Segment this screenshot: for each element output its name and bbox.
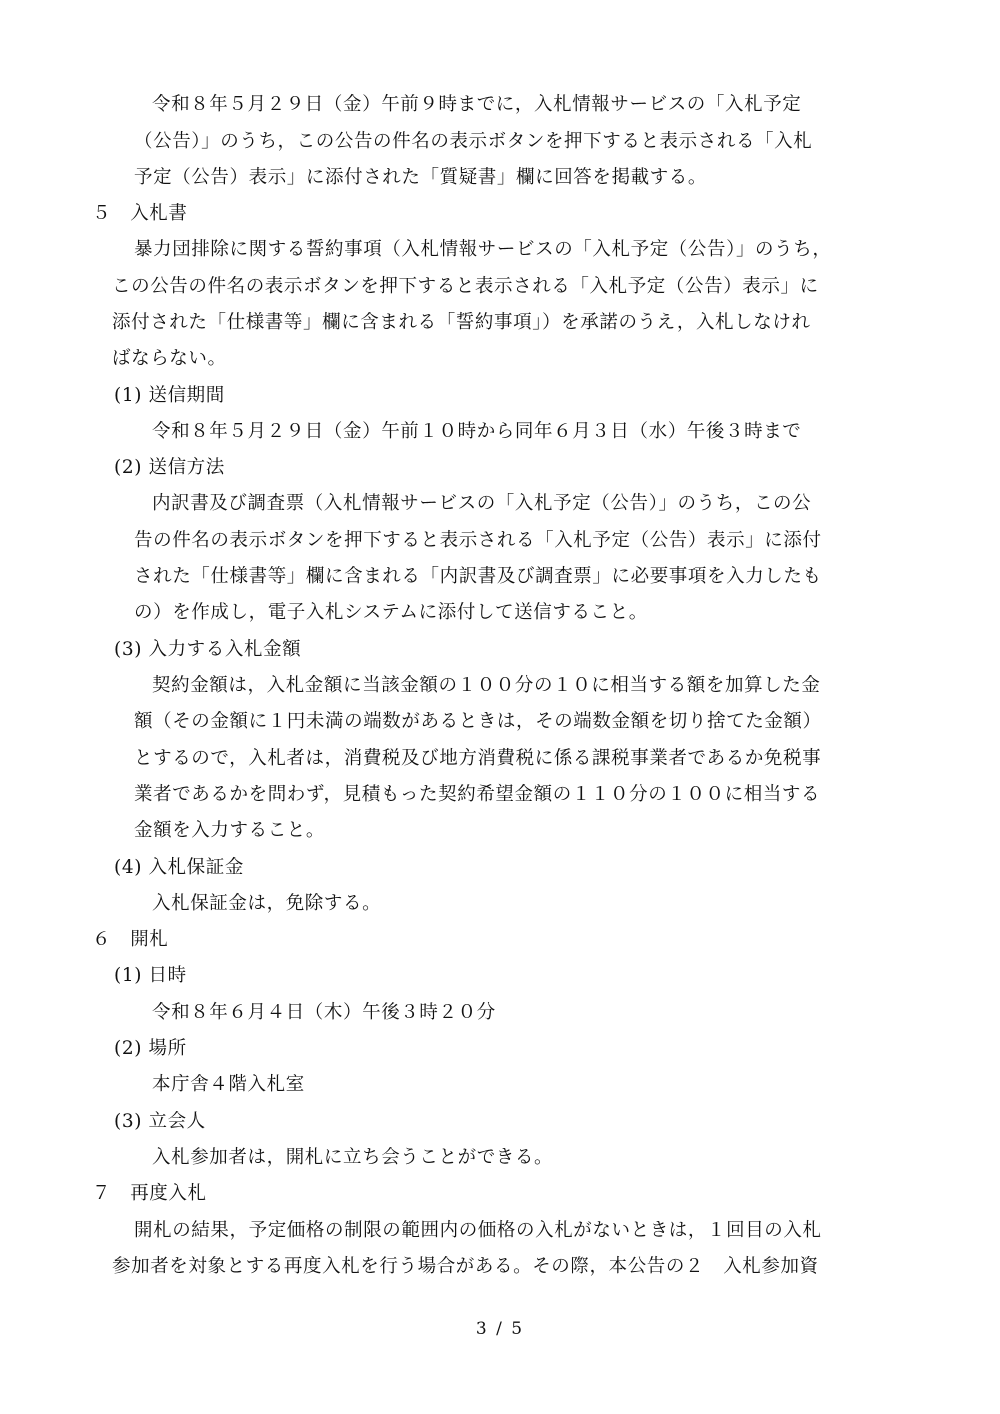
subsection-heading: (1) 日時 (114, 965, 187, 986)
section-heading: ５ 入札書 (92, 203, 188, 224)
text-line: 内訳書及び調査票（入札情報サービスの「入札予定（公告）」のうち，この公 (152, 493, 812, 514)
text-line: 令和８年５月２９日（金）午前１０時から同年６月３日（水）午後３時まで (152, 421, 802, 442)
text-line: この公告の件名の表示ボタンを押下すると表示される「入札予定（公告）表示」に (112, 276, 819, 297)
text-line: 契約金額は，入札金額に当該金額の１００分の１０に相当する額を加算した金 (152, 675, 821, 696)
text-line: （公告）」のうち，この公告の件名の表示ボタンを押下すると表示される「入札 (134, 131, 813, 152)
text-line: ばならない。 (112, 348, 227, 369)
text-line: 入札保証金は，免除する。 (152, 893, 382, 914)
text-line: 額（その金額に１円未満の端数があるときは，その端数金額を切り捨てた金額） (134, 711, 822, 732)
text-line: 入札参加者は，開札に立ち会うことができる。 (152, 1147, 554, 1168)
text-line: 予定（公告）表示」に添付された「質疑書」欄に回答を掲載する。 (134, 167, 708, 188)
text-line: 告の件名の表示ボタンを押下すると表示される「入札予定（公告）表示」に添付 (134, 530, 822, 551)
text-line: 添付された「仕様書等」欄に含まれる「誓約事項」）を承諾のうえ，入札しなけれ (112, 312, 811, 333)
text-line: 参加者を対象とする再度入札を行う場合がある。その際，本公告の２ 入札参加資 (112, 1256, 819, 1277)
text-line: 令和８年６月４日（木）午後３時２０分 (152, 1002, 496, 1023)
text-line: とするので，入札者は，消費税及び地方消費税に係る課税事業者であるか免税事 (134, 748, 822, 769)
text-line: 金額を入力すること。 (134, 820, 326, 841)
subsection-heading: (4) 入札保証金 (114, 857, 244, 878)
text-line: 本庁舎４階入札室 (152, 1074, 305, 1095)
subsection-heading: (2) 送信方法 (114, 457, 225, 478)
subsection-heading: (1) 送信期間 (114, 385, 225, 406)
text-line: 令和８年５月２９日（金）午前９時までに，入札情報サービスの「入札予定 (152, 94, 802, 115)
subsection-heading: (3) 入力する入札金額 (114, 639, 302, 660)
text-line: された「仕様書等」欄に含まれる「内訳書及び調査票」に必要事項を入力したも (134, 566, 822, 587)
section-heading: ７ 再度入札 (92, 1183, 207, 1204)
page-number: 3 / 5 (475, 1319, 525, 1339)
text-line: 開札の結果，予定価格の制限の範囲内の価格の入札がないときは，１回目の入札 (134, 1220, 822, 1241)
subsection-heading: (2) 場所 (114, 1038, 187, 1059)
text-line: 業者であるかを問わず，見積もった契約希望金額の１１０分の１００に相当する (134, 784, 821, 805)
section-heading: ６ 開札 (92, 929, 169, 950)
subsection-heading: (3) 立会人 (114, 1111, 206, 1132)
text-line: 暴力団排除に関する誓約事項（入札情報サービスの「入札予定（公告）」のうち， (134, 239, 832, 260)
text-line: の）を作成し，電子入札システムに添付して送信すること。 (134, 602, 648, 623)
